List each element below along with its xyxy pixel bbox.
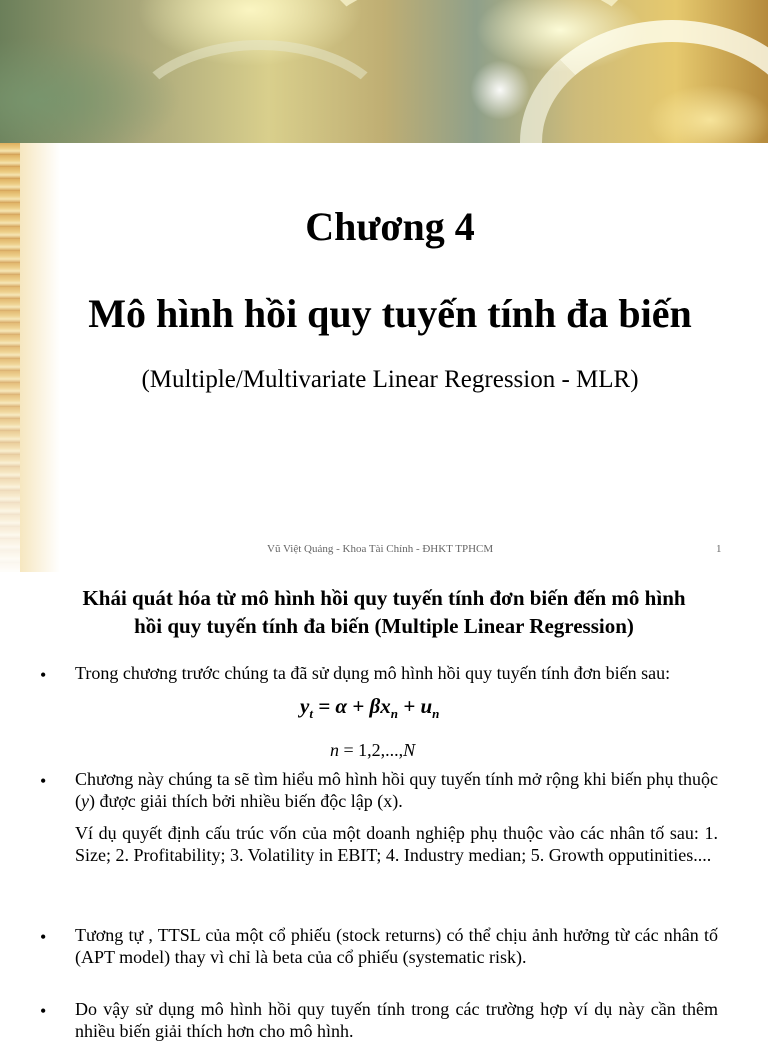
slide-subtitle: (Multiple/Multivariate Linear Regression - MLR) xyxy=(141,366,639,393)
banner-glow xyxy=(470,60,530,120)
slide-heading xyxy=(10,584,758,640)
bullet-text: Chương này chúng ta sẽ tìm hiểu mô hình hồi quy tuyến tính mở rộng khi biến phụ thuộc (y) được giải thích bởi nhiều biến độc lập (x). xyxy=(75,769,718,811)
bullet-text: Trong chương trước chúng ta đã sử dụng mô hình hồi quy tuyến tính đơn biến sau: xyxy=(75,663,671,683)
decorative-banner xyxy=(0,0,768,143)
bullet-text: Tương tự , TTSL của một cổ phiếu (stock returns) có thể chịu ảnh hưởng từ các nhân tố (APT model) thay vì chỉ là beta của cổ phiếu (systematic risk). xyxy=(75,925,718,967)
index-range: n = 1,2,...,N xyxy=(330,740,416,760)
page-number: 1 xyxy=(716,543,722,555)
heading-line: hồi quy tuyến tính đa biến (Multiple Linear Regression) xyxy=(134,614,634,638)
slide-footer: Vũ Việt Quảng - Khoa Tài Chính - ĐHKT TPHCM xyxy=(267,543,494,555)
bullet-icon: • xyxy=(40,665,47,685)
bullet-text: Do vậy sử dụng mô hình hồi quy tuyến tính trong các trường hợp ví dụ này cần thêm nhiều biến giải thích hơn cho mô hình. xyxy=(75,999,718,1041)
slide-2 xyxy=(0,572,768,1041)
heading-line: Khái quát hóa từ mô hình hồi quy tuyến tính đơn biến đến mô hình xyxy=(82,586,686,610)
chapter-title: Chương 4 xyxy=(305,204,475,249)
slide-title: Mô hình hồi quy tuyến tính đa biến xyxy=(88,291,692,336)
bullet-icon: • xyxy=(40,927,47,947)
regression-formula: $y_t = \alpha + \beta x_n + u_n$ xyxy=(300,694,440,722)
bullet-icon: • xyxy=(40,771,47,791)
example-text: Ví dụ quyết định cấu trúc vốn của một doanh nghiệp phụ thuộc vào các nhân tố sau: 1. Size; 2. Profitability; 3. Volatility in EBIT; 4. Industry median; 5. Growth opputinities.... xyxy=(75,823,718,865)
bullet-icon: • xyxy=(40,1001,47,1021)
